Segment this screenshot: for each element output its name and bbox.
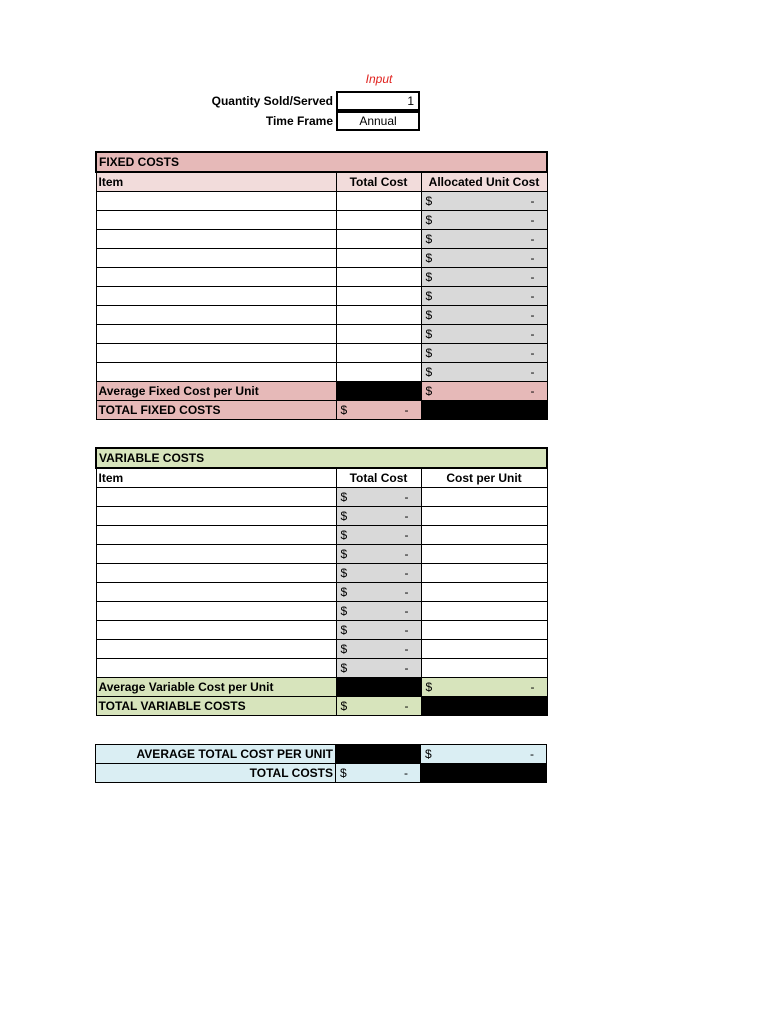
table-row xyxy=(96,488,547,507)
unit-cost-cell xyxy=(421,230,547,249)
table-row xyxy=(96,325,547,344)
total-cost-cell[interactable] xyxy=(336,344,421,363)
item-name-cell[interactable] xyxy=(96,363,336,382)
total-cost-cell[interactable] xyxy=(336,363,421,382)
item-name-cell[interactable] xyxy=(96,583,336,602)
amount: - xyxy=(404,642,409,656)
unit-cost-cell xyxy=(421,344,547,363)
amount: - xyxy=(404,585,409,599)
currency-symbol: $ xyxy=(425,232,433,246)
unit-cost-cell xyxy=(421,363,547,382)
variable-avg-total-cell xyxy=(336,678,421,697)
table-row xyxy=(96,230,547,249)
table-row xyxy=(96,268,547,287)
total-cost-cell xyxy=(336,659,421,678)
currency-symbol: $ xyxy=(340,585,348,599)
table-row xyxy=(96,583,547,602)
currency-symbol: $ xyxy=(340,509,348,523)
currency-symbol: $ xyxy=(425,680,433,694)
variable-costs-title: VARIABLE COSTS xyxy=(96,448,547,468)
total-cost-cell xyxy=(336,583,421,602)
table-row xyxy=(96,344,547,363)
total-cost-cell[interactable] xyxy=(336,249,421,268)
currency-symbol: $ xyxy=(425,289,433,303)
summary-avg-row xyxy=(96,745,547,764)
unit-cost-cell[interactable] xyxy=(421,602,547,621)
amount: - xyxy=(404,661,409,675)
currency-symbol: $ xyxy=(425,384,433,398)
total-cost-cell xyxy=(336,488,421,507)
unit-cost-cell[interactable] xyxy=(421,659,547,678)
timeframe-label: Time Frame xyxy=(265,114,333,128)
unit-cost-cell[interactable] xyxy=(421,564,547,583)
table-row xyxy=(96,545,547,564)
item-name-cell[interactable] xyxy=(96,488,336,507)
total-cost-cell[interactable] xyxy=(336,192,421,211)
item-name-cell[interactable] xyxy=(96,640,336,659)
amount: - xyxy=(530,680,535,694)
total-cost-cell xyxy=(336,621,421,640)
item-name-cell[interactable] xyxy=(96,564,336,583)
currency-symbol: $ xyxy=(340,403,348,417)
variable-avg-row xyxy=(96,678,547,697)
unit-cost-cell xyxy=(421,249,547,268)
item-name-cell[interactable] xyxy=(96,325,336,344)
currency-symbol: $ xyxy=(425,194,433,208)
table-row xyxy=(96,287,547,306)
variable-title-row xyxy=(96,448,547,468)
total-cost-cell[interactable] xyxy=(336,287,421,306)
summary-table xyxy=(95,744,547,783)
total-cost-cell xyxy=(336,545,421,564)
amount: - xyxy=(530,346,535,360)
fixed-costs-table xyxy=(95,151,548,420)
currency-symbol: $ xyxy=(425,308,433,322)
fixed-costs-title: FIXED COSTS xyxy=(96,152,547,172)
unit-cost-cell xyxy=(421,325,547,344)
input-header-label: Input xyxy=(365,72,393,86)
timeframe-input[interactable]: Annual xyxy=(336,111,420,131)
table-row xyxy=(96,621,547,640)
amount: - xyxy=(404,490,409,504)
total-cost-cell[interactable] xyxy=(336,306,421,325)
currency-symbol: $ xyxy=(425,213,433,227)
unit-cost-cell xyxy=(421,192,547,211)
item-name-cell[interactable] xyxy=(96,230,336,249)
variable-col-total: Total Cost xyxy=(336,468,421,488)
currency-symbol: $ xyxy=(340,566,348,580)
unit-cost-cell[interactable] xyxy=(421,583,547,602)
total-cost-cell xyxy=(336,564,421,583)
amount: - xyxy=(530,289,535,303)
item-name-cell[interactable] xyxy=(96,659,336,678)
variable-avg-label: Average Variable Cost per Unit xyxy=(96,678,336,697)
total-cost-cell xyxy=(336,640,421,659)
amount: - xyxy=(404,528,409,542)
amount: - xyxy=(404,547,409,561)
variable-header-row xyxy=(96,468,547,488)
unit-cost-cell xyxy=(421,268,547,287)
summary-total-cell xyxy=(336,764,421,783)
table-row xyxy=(96,659,547,678)
currency-symbol: $ xyxy=(425,327,433,341)
currency-symbol: $ xyxy=(340,490,348,504)
unit-cost-cell[interactable] xyxy=(421,545,547,564)
currency-symbol: $ xyxy=(340,766,347,780)
total-cost-cell[interactable] xyxy=(336,211,421,230)
summary-avg-label: AVERAGE TOTAL COST PER UNIT xyxy=(96,745,336,764)
unit-cost-cell xyxy=(421,306,547,325)
currency-symbol: $ xyxy=(340,623,348,637)
currency-symbol: $ xyxy=(340,547,348,561)
unit-cost-cell[interactable] xyxy=(421,488,547,507)
summary-avg-total-cell xyxy=(336,745,421,764)
amount: - xyxy=(530,232,535,246)
item-name-cell[interactable] xyxy=(96,192,336,211)
fixed-total-row xyxy=(96,401,547,420)
currency-symbol: $ xyxy=(425,346,433,360)
amount: - xyxy=(404,566,409,580)
currency-symbol: $ xyxy=(425,365,433,379)
fixed-col-total: Total Cost xyxy=(336,172,421,192)
amount: - xyxy=(404,699,409,713)
amount: - xyxy=(530,308,535,322)
fixed-total-cell xyxy=(336,401,421,420)
item-name-cell[interactable] xyxy=(96,545,336,564)
currency-symbol: $ xyxy=(340,604,348,618)
item-name-cell[interactable] xyxy=(96,526,336,545)
total-cost-cell xyxy=(336,507,421,526)
variable-col-unit: Cost per Unit xyxy=(421,468,547,488)
table-row xyxy=(96,192,547,211)
item-name-cell[interactable] xyxy=(96,287,336,306)
variable-total-row xyxy=(96,697,547,716)
fixed-avg-unit-cell xyxy=(421,382,547,401)
table-row xyxy=(96,363,547,382)
currency-symbol: $ xyxy=(425,251,433,265)
variable-total-label: TOTAL VARIABLE COSTS xyxy=(96,697,336,716)
item-name-cell[interactable] xyxy=(96,507,336,526)
summary-total-row xyxy=(96,764,547,783)
item-name-cell[interactable] xyxy=(96,268,336,287)
item-name-cell[interactable] xyxy=(96,344,336,363)
currency-symbol: $ xyxy=(425,270,433,284)
quantity-label: Quantity Sold/Served xyxy=(211,94,333,108)
total-cost-cell xyxy=(336,602,421,621)
fixed-col-item: Item xyxy=(96,172,336,192)
currency-symbol: $ xyxy=(340,528,348,542)
fixed-avg-label: Average Fixed Cost per Unit xyxy=(96,382,336,401)
variable-total-cell xyxy=(336,697,421,716)
fixed-avg-row xyxy=(96,382,547,401)
item-name-cell[interactable] xyxy=(96,211,336,230)
amount: - xyxy=(530,213,535,227)
currency-symbol: $ xyxy=(340,661,348,675)
table-row xyxy=(96,602,547,621)
amount: - xyxy=(530,194,535,208)
quantity-input[interactable]: 1 xyxy=(336,91,420,111)
variable-avg-unit-cell xyxy=(421,678,547,697)
amount: - xyxy=(530,384,535,398)
unit-cost-cell[interactable] xyxy=(421,526,547,545)
amount: - xyxy=(404,766,408,780)
variable-col-item: Item xyxy=(96,468,336,488)
fixed-avg-total-cell xyxy=(336,382,421,401)
amount: - xyxy=(530,270,535,284)
item-name-cell[interactable] xyxy=(96,306,336,325)
unit-cost-cell xyxy=(421,211,547,230)
table-row xyxy=(96,211,547,230)
amount: - xyxy=(404,623,409,637)
variable-total-unit-cell xyxy=(421,697,547,716)
amount: - xyxy=(530,365,535,379)
total-cost-cell xyxy=(336,526,421,545)
unit-cost-cell[interactable] xyxy=(421,621,547,640)
item-name-cell[interactable] xyxy=(96,621,336,640)
currency-symbol: $ xyxy=(425,747,432,761)
fixed-total-unit-cell xyxy=(421,401,547,420)
amount: - xyxy=(530,251,535,265)
currency-symbol: $ xyxy=(340,699,348,713)
currency-symbol: $ xyxy=(340,642,348,656)
fixed-col-unit: Allocated Unit Cost xyxy=(421,172,547,192)
amount: - xyxy=(404,509,409,523)
total-cost-cell[interactable] xyxy=(336,268,421,287)
fixed-header-row xyxy=(96,172,547,192)
table-row xyxy=(96,507,547,526)
total-cost-cell[interactable] xyxy=(336,325,421,344)
summary-avg-unit-cell xyxy=(421,745,547,764)
table-row xyxy=(96,564,547,583)
table-row xyxy=(96,526,547,545)
unit-cost-cell xyxy=(421,287,547,306)
table-row xyxy=(96,249,547,268)
amount: - xyxy=(530,747,534,761)
item-name-cell[interactable] xyxy=(96,249,336,268)
unit-cost-cell[interactable] xyxy=(421,507,547,526)
amount: - xyxy=(404,604,409,618)
fixed-title-row xyxy=(96,152,547,172)
total-cost-cell[interactable] xyxy=(336,230,421,249)
table-row xyxy=(96,640,547,659)
unit-cost-cell[interactable] xyxy=(421,640,547,659)
fixed-total-label: TOTAL FIXED COSTS xyxy=(96,401,336,420)
summary-total-label: TOTAL COSTS xyxy=(96,764,336,783)
variable-costs-table xyxy=(95,447,548,716)
amount: - xyxy=(530,327,535,341)
table-row xyxy=(96,306,547,325)
item-name-cell[interactable] xyxy=(96,602,336,621)
amount: - xyxy=(404,403,409,417)
summary-total-unit-cell xyxy=(421,764,547,783)
